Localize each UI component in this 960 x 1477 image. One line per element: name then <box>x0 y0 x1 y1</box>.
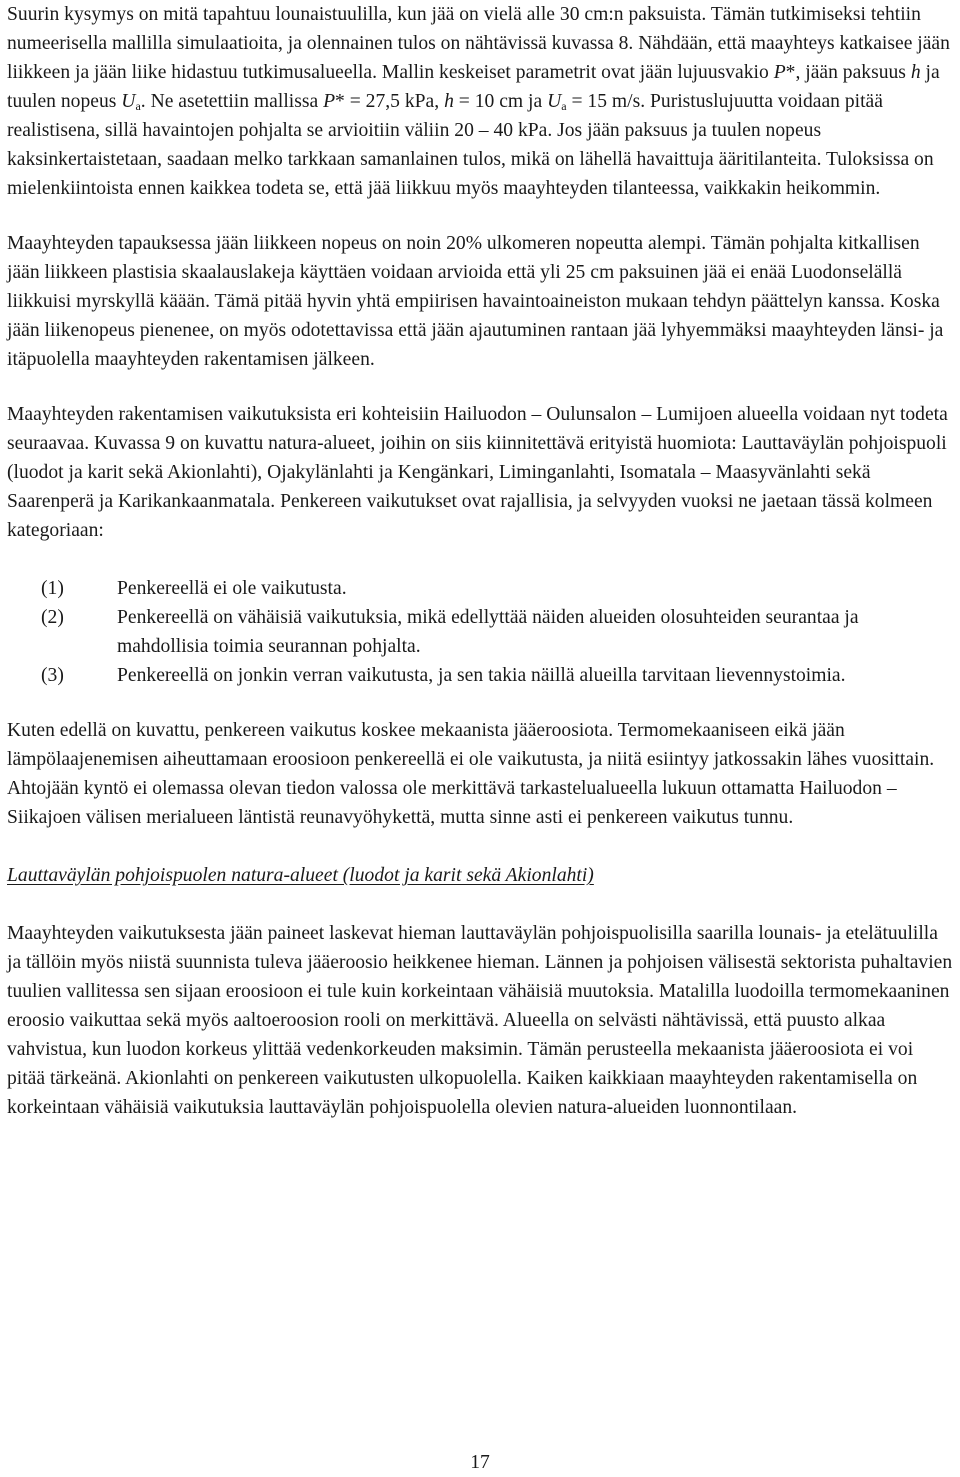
symbol-h: h <box>444 91 454 112</box>
text-run: * = 27,5 kPa, <box>335 91 445 112</box>
subscript-a: a <box>561 99 567 113</box>
document-page <box>7 0 953 1122</box>
list-number: (2) <box>41 607 64 628</box>
list-text: Penkereellä on jonkin verran vaikutusta, ja sen takia näillä alueilla tarvitaan lievennystoimia. <box>117 665 846 686</box>
list-number: (3) <box>41 665 64 686</box>
text-run: = 10 cm ja <box>453 91 548 112</box>
paragraph-natura-north: Maayhteyden vaikutuksesta jään paineet laskevat hieman lauttaväylän pohjoispuolisilla saarilla lounais- ja etelätuulilla ja tällöin myös niistä suunnista tuleva jääeroosio heikkenee hieman. Lännen ja pohjoisen välisestä sektorista puhaltavien tuulien vallitessa sen sijaan eroosioon ei tule kuin korkeintaan vähäisiä muutoksia. Matalilla luodoilla termomekaaninen eroosio vaikuttaa sekä myös aaltoeroosion rooli on merkittävä. Alueella on selvästi nähtävissä, että puusto alkaa vahvistua, kun luodon korkeus ylittää vedenkorkeuden maksimin. Tämän perusteella mekaanista jääeroosiota ei voi pitää tärkeänä. Akionlahti on penkereen vaikutusten ulkopuolella. Kaiken kaikkiaan maayhteyden rakentamisella on korkeintaan vähäisiä vaikutuksia lauttaväylän pohjoispuolella olevien natura-alueiden luonnontilaan. <box>7 923 953 1118</box>
list-item <box>7 574 953 603</box>
category-list <box>7 574 953 690</box>
paragraph-erosion: Kuten edellä on kuvattu, penkereen vaikutus koskee mekaanista jääeroosiota. Termomekaaniseen eikä jään lämpölaajenemisen aiheuttamaan eroosioon penkereellä ei ole vaikutusta, ja niitä esiintyy jatkossakin lähes vuosittain. Ahtojään kyntö ei olemassa olevan tiedon valossa ole merkittävä tarkastelualueella lukuun ottamatta Hailuodon – Siikajoen välisen merialueen läntistä reunavyöhykettä, mutta sinne asti ei penkereen vaikutus tunnu. <box>7 720 935 828</box>
symbol-u: U <box>121 91 136 112</box>
symbol-h: h <box>910 62 921 83</box>
paragraph-impact-areas: Maayhteyden rakentamisen vaikutuksista eri kohteisiin Hailuodon – Oulunsalon – Lumijoen alueella voidaan nyt todeta seuraavaa. Kuvassa 9 on kuvattu natura-alueet, joihin on siis kiinnitettävä erityistä huomiota: Lauttaväylän pohjoispuoli (luodot ja karit sekä Akionlahti), Ojakylänlahti ja Kengänkari, Liminganlahti, Isomatala – Maasyvänlahti sekä Saarenperä ja Karikankaanmatala. Penkereen vaikutukset ovat rajallisia, ja selvyyden vuoksi ne jaetaan tässä kolmeen kategoriaan: <box>7 404 948 541</box>
subscript-a: a <box>135 99 141 113</box>
list-item <box>7 661 953 690</box>
text-run: . Ne asetettiin mallissa <box>140 91 324 112</box>
text-run: Suurin kysymys on mitä tapahtuu lounaistuulilla, kun jää on vielä alle 30 cm:n paksuista. Tämän tutkimiseksi tehtiin numeerisella mallilla simulaatioita, ja olennainen tulos on nähtävissä kuvassa 8. Nähdään, että maayhteys katkaisee jään liikkeen ja jään liike hidastuu tutkimusalueella. Mallin keskeiset parametrit ovat jään lujuusvakio <box>7 4 950 83</box>
list-number: (1) <box>41 578 64 599</box>
symbol-p: P <box>323 91 336 112</box>
paragraph-ice-speed: Maayhteyden tapauksessa jään liikkeen nopeus on noin 20% ulkomeren nopeutta alempi. Tämän pohjalta kitkallisen jään liikkeen plastisia skaalauslakeja käyttäen voidaan arvioida että yli 25 cm paksuinen jää ei enää Luodonselällä liikkuisi myrskyllä käään. Tämä pitää hyvin yhtä empiirisen havaintoaineiston mukaan tehdyn päättelyn kanssa. Koska jään liikenopeus pienenee, on myös odotettavissa että jään ajautuminen rantaan jää lyhyemmäksi maayhteyden länsi- ja itäpuolella maayhteyden rakentamisen jälkeen. <box>7 233 944 370</box>
text-run: ja tuulen nopeus <box>7 62 940 112</box>
text-run: *, jään paksuus <box>785 62 911 83</box>
list-text: Penkereellä on vähäisiä vaikutuksia, mikä edellyttää näiden alueiden olosuhteiden seurantaa ja mahdollisia toimia seurannan pohjalta. <box>117 607 859 657</box>
symbol-p: P <box>773 62 786 83</box>
list-item <box>7 603 953 661</box>
paragraph-simulation <box>7 0 953 203</box>
section-heading: Lauttaväylän pohjoispuolen natura-alueet (luodot ja karit sekä Akionlahti) <box>7 865 594 886</box>
text-run: = 15 m/s. Puristuslujuutta voidaan pitää realistisena, sillä havaintojen pohjalta se arvioitiin väliin 20 – 40 kPa. Jos jään paksuus ja tuulen nopeus kaksinkertaistetaan, saadaan melko tarkkaan samanlainen tulos, mikä on lähellä havaittuja ääritilanteita. Tuloksissa on mielenkiintoista ennen kaikkea todeta se, että jää liikkuu myös maayhteyden tilanteessa, vaikkakin heikommin. <box>7 91 934 199</box>
page-number: 17 <box>470 1452 490 1473</box>
symbol-u: U <box>547 91 562 112</box>
list-text: Penkereellä ei ole vaikutusta. <box>117 578 347 599</box>
